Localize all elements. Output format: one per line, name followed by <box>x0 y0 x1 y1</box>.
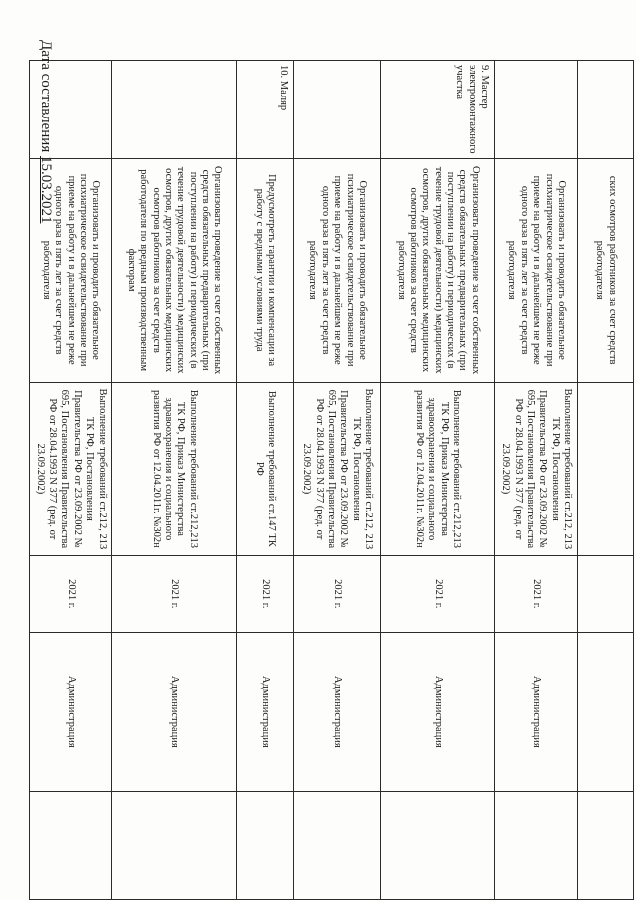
position-cell <box>294 61 381 159</box>
table-row <box>495 61 578 900</box>
position-cell: 10. Маляр <box>237 61 294 159</box>
empty-cell <box>578 792 634 900</box>
deadline-cell: 2021 г. <box>381 555 495 632</box>
measure-cell: Организовать проведение за счет собственных средств обязательных предварительных (при поступлении на работу) и периодических (в течение трудовой деятельности) медицинских осмотров, других обязательных медицинских осмотров работников за счет средств работодателя <box>381 158 495 382</box>
position-cell <box>578 61 634 159</box>
responsible-cell: Администрация <box>294 632 381 792</box>
measure-cell: Организовать и проводить обязательное психиатрическое освидетельствование при приеме на работу и в дальнейшем не реже одного раза в пять лет за счет средств работодателя <box>495 158 578 382</box>
responsible-cell: Администрация <box>381 632 495 792</box>
position-cell <box>495 61 578 159</box>
measure-cell: Предусмотреть гарантии и компенсации за работу с вредными условиями труда <box>237 158 294 382</box>
date-label: Дата составления <box>38 40 54 153</box>
basis-cell: Выполнение требований ст.212,213 ТК РФ, Приказ Министерства здравоохранения и социального развития РФ от 12.04.2011г. №302н <box>112 382 237 555</box>
responsible-cell: Администрация <box>495 632 578 792</box>
basis-cell: Выполнение требований ст.212,213 ТК РФ, Приказ Министерства здравоохранения и социального развития РФ от 12.04.2011г. №302н <box>381 382 495 555</box>
measure-cell: Организовать и проводить обязательное психиатрическое освидетельствование при приеме на работу и в дальнейшем не реже одного раза в пять лет за счет средств работодателя <box>294 158 381 382</box>
measure-cell: ских осмотров работников за счет средств работодателя <box>578 158 634 382</box>
basis-cell: Выполнение требований ст.212, 213 ТК РФ, Постановления Правительства РФ от 23.09.2002 № 695, Постановления Правительства РФ от 28.04.1993 N 377 (ред. от 23.09.2002) <box>30 382 112 555</box>
position-cell <box>112 61 237 159</box>
basis-cell <box>578 382 634 555</box>
measure-cell: Организовать и проводить обязательное психиатрическое освидетельствование при приеме на работу и в дальнейшем не реже одного раза в пять лет за счет средств работодателя <box>30 158 112 382</box>
basis-cell: Выполнение требований ст.212, 213 ТК РФ, Постановления Правительства РФ от 23.09.2002 № 695, Постановления Правительства РФ от 28.04.1993 N 377 (ред. от 23.09.2002) <box>294 382 381 555</box>
responsible-cell: Администрация <box>30 632 112 792</box>
compilation-date <box>37 40 54 223</box>
basis-cell: Выполнение требований ст.147 ТК РФ <box>237 382 294 555</box>
position-cell: 9. Мастер электромонтажного участка <box>381 61 495 159</box>
deadline-cell: 2021 г. <box>30 555 112 632</box>
table-row <box>112 61 237 900</box>
table-row <box>578 61 634 900</box>
empty-cell <box>237 792 294 900</box>
empty-cell <box>495 792 578 900</box>
date-value: 15.03.2021 <box>38 155 54 224</box>
measure-cell: Организовать проведение за счет собственных средств обязательных предварительных (при поступлении на работу) и периодических (в течение трудовой деятельности) медицинских осмотров, других обязательных медицинских осмотров работников за счет средств работодателя по вредным производственным факторам <box>112 158 237 382</box>
deadline-cell: 2021 г. <box>112 555 237 632</box>
deadline-cell: 2021 г. <box>495 555 578 632</box>
table-row <box>294 61 381 900</box>
deadline-cell: 2021 г. <box>237 555 294 632</box>
basis-cell: Выполнение требований ст.212, 213 ТК РФ, Постановления Правительства РФ от 23.09.2002 № 695, Постановления Правительства РФ от 28.04.1993 N 377 (ред. от 23.09.2002) <box>495 382 578 555</box>
empty-cell <box>381 792 495 900</box>
empty-cell <box>112 792 237 900</box>
responsible-cell <box>578 632 634 792</box>
empty-cell <box>30 792 112 900</box>
responsible-cell: Администрация <box>237 632 294 792</box>
deadline-cell <box>578 555 634 632</box>
table-row <box>237 61 294 900</box>
empty-cell <box>294 792 381 900</box>
table-row <box>381 61 495 900</box>
responsible-cell: Администрация <box>112 632 237 792</box>
measures-table <box>29 60 634 900</box>
deadline-cell: 2021 г. <box>294 555 381 632</box>
